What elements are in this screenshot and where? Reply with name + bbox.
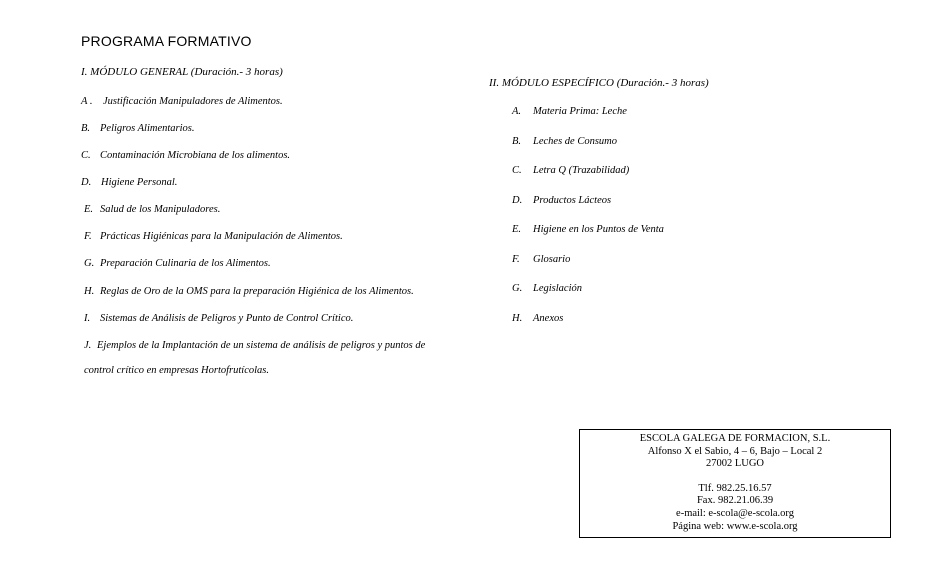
list-item: [84, 286, 414, 297]
list-item: [512, 136, 617, 147]
item-letter: C.: [512, 165, 522, 176]
company-name: ESCOLA GALEGA DE FORMACION, S.L.: [639, 433, 831, 444]
list-item: [84, 204, 220, 215]
page-title: PROGRAMA FORMATIVO: [81, 33, 252, 49]
item-letter: A.: [512, 106, 522, 117]
item-letter: H.: [84, 286, 95, 297]
list-item: [84, 258, 271, 269]
item-text: Legislación: [533, 283, 582, 294]
item-letter: E.: [512, 224, 522, 235]
item-letter: D.: [81, 177, 92, 188]
item-text: Justificación Manipuladores de Alimentos.: [103, 96, 283, 107]
item-text: Reglas de Oro de la OMS para la preparación Higiénica de los Alimentos.: [100, 286, 414, 297]
website-link[interactable]: Página web: www.e-scola.org: [672, 520, 798, 532]
list-item: [84, 365, 269, 376]
item-letter: B.: [81, 123, 91, 134]
list-item: [512, 313, 563, 324]
item-letter: F.: [512, 254, 520, 265]
item-text: Letra Q (Trazabilidad): [533, 165, 630, 176]
item-text: Peligros Alimentarios.: [100, 123, 195, 134]
address-line-2: 27002 LUGO: [705, 458, 765, 470]
list-item: [512, 224, 664, 235]
item-text: Productos Lácteos: [533, 195, 612, 206]
item-text: control crítico en empresas Hortofrutícolas.: [84, 365, 269, 376]
contact-box: [579, 429, 891, 538]
phone: Tlf. 982.25.16.57: [698, 482, 772, 494]
item-text: Sistemas de Análisis de Peligros y Punto de Control Crítico.: [100, 313, 354, 324]
item-text: Prácticas Higiénicas para la Manipulación de Alimentos.: [100, 231, 343, 242]
spacer: [580, 471, 890, 483]
list-item: [81, 150, 290, 161]
item-letter: C.: [81, 150, 91, 161]
fax: Fax. 982.21.06.39: [696, 495, 774, 507]
item-text: Ejemplos de la Implantación de un sistema de análisis de peligros y puntos de: [97, 340, 426, 351]
item-letter: J.: [84, 340, 92, 351]
item-letter: E.: [84, 204, 94, 215]
item-letter: H.: [512, 313, 523, 324]
item-letter: B.: [512, 136, 522, 147]
item-letter: A .: [81, 96, 93, 107]
item-text: Glosario: [533, 254, 571, 265]
list-item: [84, 231, 343, 242]
modulo-especifico-heading: II. MÓDULO ESPECÍFICO (Duración.- 3 horas): [489, 77, 709, 89]
item-text: Preparación Culinaria de los Alimentos.: [100, 258, 271, 269]
list-item: [81, 177, 177, 188]
item-text: Materia Prima: Leche: [533, 106, 627, 117]
item-letter: I.: [84, 313, 91, 324]
item-text: Higiene en los Puntos de Venta: [533, 224, 664, 235]
list-item: [81, 96, 283, 107]
item-text: Leches de Consumo: [533, 136, 617, 147]
item-text: Contaminación Microbiana de los alimentos.: [100, 150, 291, 161]
email-link[interactable]: e-mail: e-scola@e-scola.org: [676, 507, 794, 519]
item-letter: F.: [84, 231, 92, 242]
address-line-1: Alfonso X el Sabio, 4 – 6, Bajo – Local 2: [647, 445, 823, 457]
list-item: [81, 123, 195, 134]
item-letter: G.: [512, 283, 523, 294]
modulo-general-heading: I. MÓDULO GENERAL (Duración.- 3 horas): [81, 66, 283, 78]
item-text: Anexos: [533, 313, 564, 324]
item-letter: D.: [512, 195, 523, 206]
list-item: [84, 313, 353, 324]
list-item: [512, 195, 611, 206]
item-letter: G.: [84, 258, 95, 269]
list-item: [84, 340, 425, 351]
item-text: Higiene Personal.: [101, 177, 178, 188]
item-text: Salud de los Manipuladores.: [100, 204, 221, 215]
list-item: [512, 283, 582, 294]
list-item: [512, 106, 627, 117]
list-item: [512, 165, 629, 176]
list-item: [512, 254, 570, 265]
